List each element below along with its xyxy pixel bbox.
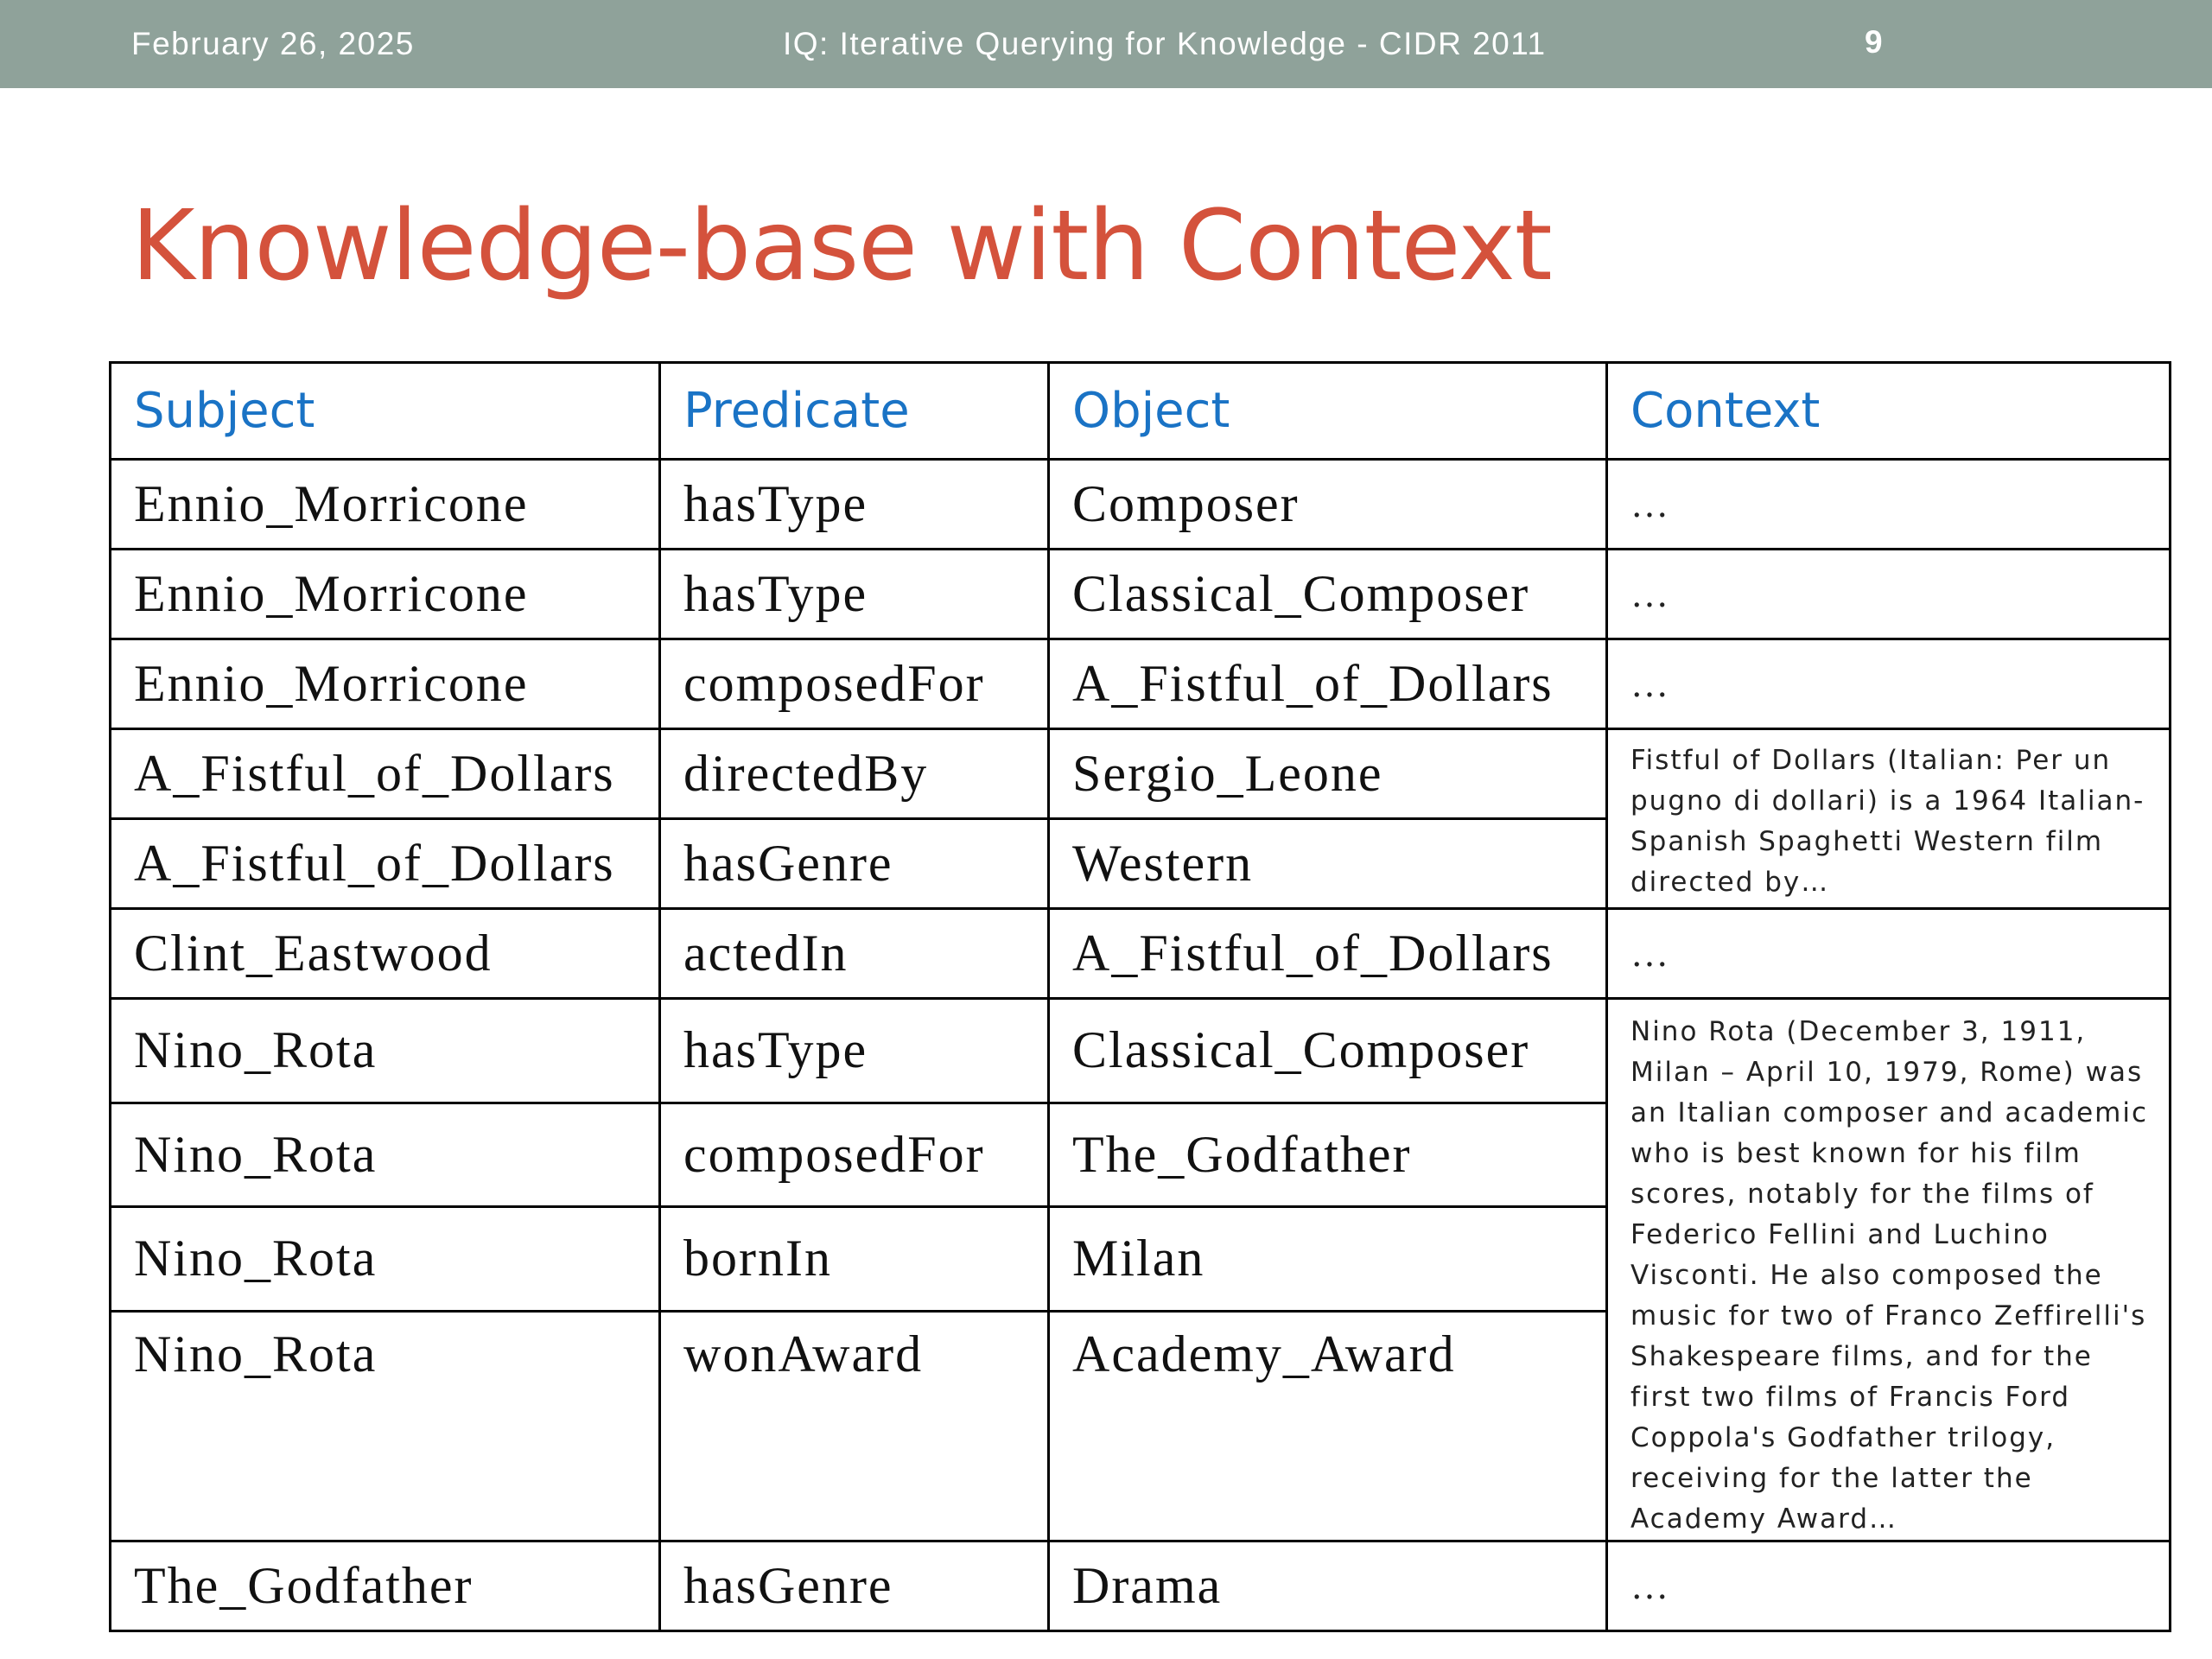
context-cell-nino-rota: Nino Rota (December 3, 1911, Milan – April 10, 1979, Rome) was an Italian composer and academic who is best known for his film scores, notably for the films of Federico Fellini and Luchino Visconti. He also composed the music for two of Franco Zeffirelli's Shakespeare films, and for the first two films of Francis Ford Coppola's Godfather trilogy, receiving for the latter the Academy Award… <box>1607 999 2171 1541</box>
subject-cell: Nino_Rota <box>111 999 660 1103</box>
predicate-cell: hasGenre <box>660 1541 1049 1631</box>
object-cell: Milan <box>1049 1207 1607 1312</box>
header-conference: IQ: Iterative Querying for Knowledge - CIDR 2011 <box>783 26 1547 61</box>
subject-cell: A_Fistful_of_Dollars <box>111 729 660 819</box>
context-cell: … <box>1607 460 2171 550</box>
column-header-subject: Subject <box>111 363 660 460</box>
predicate-cell: hasGenre <box>660 819 1049 909</box>
predicate-cell: hasType <box>660 999 1049 1103</box>
column-header-predicate: Predicate <box>660 363 1049 460</box>
object-cell: Western <box>1049 819 1607 909</box>
predicate-cell: bornIn <box>660 1207 1049 1312</box>
column-header-context: Context <box>1607 363 2171 460</box>
predicate-cell: directedBy <box>660 729 1049 819</box>
subject-cell: Clint_Eastwood <box>111 909 660 999</box>
subject-cell: Ennio_Morricone <box>111 460 660 550</box>
context-cell: … <box>1607 639 2171 729</box>
object-cell: Drama <box>1049 1541 1607 1631</box>
table-row <box>111 909 2171 999</box>
subject-cell: Nino_Rota <box>111 1207 660 1312</box>
table-row <box>111 639 2171 729</box>
table-row <box>111 999 2171 1103</box>
column-header-object: Object <box>1049 363 1607 460</box>
subject-cell: The_Godfather <box>111 1541 660 1631</box>
object-cell: Academy_Award <box>1049 1311 1607 1541</box>
object-cell: A_Fistful_of_Dollars <box>1049 639 1607 729</box>
object-cell: The_Godfather <box>1049 1103 1607 1207</box>
slide-title: Knowledge-base with Context <box>131 190 1552 302</box>
predicate-cell: hasType <box>660 550 1049 639</box>
predicate-cell: composedFor <box>660 639 1049 729</box>
object-cell: Sergio_Leone <box>1049 729 1607 819</box>
subject-cell: Nino_Rota <box>111 1103 660 1207</box>
knowledge-base-table <box>109 361 2171 1632</box>
context-cell: … <box>1607 1541 2171 1631</box>
object-cell: Classical_Composer <box>1049 550 1607 639</box>
predicate-cell: actedIn <box>660 909 1049 999</box>
predicate-cell: hasType <box>660 460 1049 550</box>
header-date: February 26, 2025 <box>131 26 415 61</box>
table-row <box>111 1541 2171 1631</box>
table-row <box>111 550 2171 639</box>
subject-cell: A_Fistful_of_Dollars <box>111 819 660 909</box>
subject-cell: Nino_Rota <box>111 1311 660 1541</box>
context-cell: … <box>1607 909 2171 999</box>
header-bar <box>0 0 2212 88</box>
predicate-cell: wonAward <box>660 1311 1049 1541</box>
table-header-row <box>111 363 2171 460</box>
object-cell: Composer <box>1049 460 1607 550</box>
table-row <box>111 729 2171 819</box>
table-row <box>111 460 2171 550</box>
context-cell: … <box>1607 550 2171 639</box>
predicate-cell: composedFor <box>660 1103 1049 1207</box>
object-cell: Classical_Composer <box>1049 999 1607 1103</box>
subject-cell: Ennio_Morricone <box>111 639 660 729</box>
context-cell-fistful: Fistful of Dollars (Italian: Per un pugno di dollari) is a 1964 Italian-Spanish Spaghetti Western film directed by… <box>1607 729 2171 909</box>
subject-cell: Ennio_Morricone <box>111 550 660 639</box>
page-number: 9 <box>1865 24 1885 60</box>
object-cell: A_Fistful_of_Dollars <box>1049 909 1607 999</box>
